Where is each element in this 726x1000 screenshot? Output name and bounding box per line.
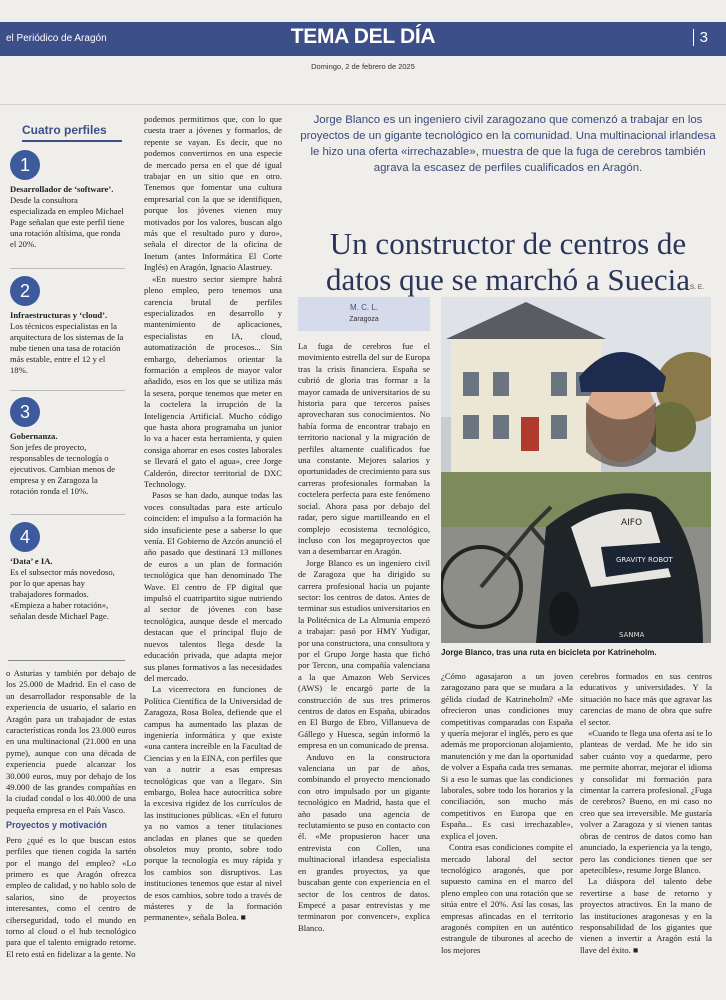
paragraph: Jorge Blanco es un ingeniero civil de Zaragoza que ha dirigido su carrera profesional hacia un pujante sector: los centros de datos. Antes de terminar sus estudios universitarios en la Politécnica de La Almunia empezó a trabajar: pasó por HMY Yudigar, por una constructora, una consultora y por el Grupo Jorge hasta que fichó por Tercon, una compañía valenciana a la que Amazon Web Services (AWS) le encargó parte de la construcción de sus tres primeros centros de datos en España, ubicados en El Burgo de Ebro, Villanueva de Gállego y Huesca, según informó la empresa en un comunicado de prensa. — [298, 557, 430, 751]
sidebar-title: Cuatro perfiles — [22, 123, 107, 137]
cyclist-photo-illustration — [441, 297, 711, 643]
author-initials: S. E. — [689, 284, 704, 291]
headline: Un constructor de centros de datos que se marchó a Suecia — [325, 226, 691, 297]
number-badge: 1 — [10, 150, 40, 180]
jersey-text: SANMA — [619, 631, 645, 639]
article-photo — [441, 297, 711, 643]
column-2 — [144, 114, 282, 924]
paragraph: «En nuestro sector siempre habrá pleno empleo, pero tenemos una carencia brutal de perfiles especializados en desarrollo y mantenimiento de aplicaciones, especialistas en IA, cloud, automatización de procesos... Sin embargo, deberíamos orientar la formación a empleos de mayor valor añadido, esos en los que se utiliza más la sesera, porque tenemos que meter en la coctelera la irrupción de la Inteligencia Artificial. Mucho código que hasta ahora programaba un junior lo va a hacer esta herramienta, y quien consiga ahorrar en esos costes laborales se llevará el gato el agua», cree Jorge Calderón, director territorial de DXC Technology. — [144, 273, 282, 489]
photo-caption: Jorge Blanco, tras una ruta en bicicleta por Katrineholm. — [441, 648, 657, 657]
profile-item — [10, 397, 125, 497]
profile-heading: ‘Data’ e IA. — [10, 556, 53, 566]
paragraph: ¿Cómo agasajaron a un joven zaragozano para que se mudara a la gélida ciudad de Katrineholm? «Me ofrecieron unas condiciones muy competitivas comparadas con España y quería mejorar el inglés, pero es que además me proporcionan alojamiento, manutención y me dan la oportunidad de volver a España cada tres semanas. Si a eso le sumas que las condiciones laborales, sobre todo los horarios y la conciliación, son mucho más competitivos en Europa que en España... Es casi irrechazable», explica el joven. — [441, 671, 573, 841]
sidebar-divider — [10, 390, 125, 391]
byline-name: M. C. L. — [349, 303, 378, 312]
sidebar-underline — [22, 140, 122, 142]
number-badge: 2 — [10, 276, 40, 306]
paragraph: o Asturias y también por debajo de los 25.000 de Madrid. En el caso de un desarrollador responsable de la experiencia de usuario, el salario en Aragón para un trabajador de estas características ronda los 23.000 euros en una multinacional (21.000 en una pyme), aunque con una década de experiencia puede alcanzar los 30.000 euros, muy por debajo de los 49.000 de las grandes compañías en la ciudad condal o los 40.000 de una pequeña empresa en el País Vasco. — [6, 668, 136, 815]
profile-text: Desde la consultora especializada en empleo Michael Page señalan que este perfil tiene una rotación altísima, que ronda el 20%. — [10, 195, 125, 249]
profile-heading: Desarrollador de ‘software’. — [10, 184, 114, 194]
jersey-text: GRAVITY ROBOT — [616, 556, 673, 564]
profile-text: Son jefes de proyecto, responsables de tecnología o ejecutivos. Cambian menos de empresa y en Zaragoza la rotación ronda el 10%. — [10, 442, 116, 496]
paragraph: Contra esas condiciones compite el mercado laboral del sector tecnológico aragonés, que por supuesto camina en el marco del pleno empleo con una rotación que se sitúa entre el 20%. Así las cosas, las empresas afincadas en el territorio aragonés compiten en un auténtico estrangule de tiburones al acecho de los mejores — [441, 842, 573, 955]
page-number: 3 — [693, 29, 708, 46]
paragraph: «Cuando te llega una oferta así te lo planteas de verdad. Me he ido sin saber cuánto voy a quedarme, pero me permite ahorrar, mejorar el idioma y consolidar mi formación para cimentar la carrera profesional. ¿Fuga de cerebros? Bueno, en mi caso no creo que sea irreversible. Me gustaría volver a Zaragoza y si vienen tantas obras de centros de datos como han anunciado, la experiencia ya la tengo, pero las condiciones tienen que ser apetecibles», resume Jorge Blanco. — [580, 728, 712, 875]
profile-heading: Infraestructuras y ‘cloud’. — [10, 310, 108, 320]
profile-item — [10, 522, 125, 622]
paragraph: La diáspora del talento debe revertirse a base de retorno y proyectos atractivos. En la mano de las instituciones aragonesas y en la responsabilidad de los gigantes que vienen a invertir a Aragón está la llave del éxito. ■ — [580, 876, 712, 955]
number-badge: 3 — [10, 397, 40, 427]
sidebar-bottom-rule — [8, 660, 125, 661]
sidebar-divider — [10, 514, 125, 515]
column-3 — [298, 341, 430, 934]
sidebar-divider — [10, 268, 125, 269]
section-title: TEMA DEL DÍA — [290, 25, 436, 48]
top-rule — [0, 104, 726, 105]
column-5 — [580, 671, 712, 956]
column-1 — [6, 668, 136, 960]
article-lead: Jorge Blanco es un ingeniero civil zaragozano que comenzó a trabajar en los proyectos de un gigante tecnológico en la comunidad. Una multinacional irlandesa le hizo una oferta «irrechazable», muestra de que la fuga de cerebros también agrava la escasez de perfiles cualificados en Aragón. — [300, 114, 716, 174]
profile-item — [10, 276, 125, 376]
paragraph: cerebros formados en sus centros educativos y universidades. Y la situación no hace más que agravar las carencias de mano de obra que sufre el sector. — [580, 671, 712, 727]
profile-item — [10, 150, 125, 250]
profile-heading: Gobernanza. — [10, 431, 58, 441]
paper-name: el Periódico de Aragón — [6, 33, 107, 44]
number-badge: 4 — [10, 522, 40, 552]
subheading: Proyectos y motivación — [6, 820, 108, 831]
byline-place: Zaragoza — [349, 316, 379, 323]
header-band — [0, 22, 726, 56]
paragraph: Pasos se han dado, aunque todas las voces consultadas para este artículo coinciden: el impulso a la formación ha sido insuficiente pese a saberse lo que venía. El Gobierno de Azcón anunció el año pasado que destinará 13 millones de euros a un plan de formación tecnológica que han denominado The Wave. El centro de FP digital que impulsó el cuatripartito sigue nutriendo al sector de jóvenes con base tecnológica, aunque desde el mercado destacan que el principal flujo de nuevos talentos llega desde la educación privada, que adapta mejor sus planes formativos a las necesidades del mercado. — [144, 490, 282, 683]
paragraph: Anduvo en la constructora valenciana un par de años, combinando el proyecto mencionado con otro impulsado por un gigante tecnológico en Madrid, hasta que el año pasado una agencia de reclutamiento se puso en contacto con él. «Me propusieron hacer una entrevista con Collen, una multinacional irlandesa especialista en grandes proyectos, ya que buscaban gente con experiencia en el sector de los centros de datos. Empecé a pasar entrevistas y me terminaron por convencer», explica Blanco. — [298, 751, 430, 933]
byline-box — [298, 297, 430, 331]
paragraph: Pero ¿qué es lo que buscan estos perfiles que tienen cogida la sartén por el mango del empleo? «Lo primero es que Aragón ofrezca empleo de calidad, y no hablo solo de salarios, sino de proyectos interesantes, como el centro de ciberseguridad, todo el mundo en torno al cloud o el hub tecnológico para que el talento emigrado retorne. El reto está en fidelizar a la gente. No — [6, 834, 136, 959]
profile-text: Los técnicos especialistas en la arquitectura de los sistemas de la nube tienen una tasa de rotación más estable, entre el 12 y el 18%. — [10, 321, 124, 375]
paragraph: La vicerrectora en funciones de Política Científica de la Universidad de Zaragoza, Rosa Bolea, defiende que el campus ha aumentado las plazas de ingeniería informática y que existe «una cantera increíble en la Facultad de Ciencias y en la EINA, con perfiles que van a nutrir a esas empresas tecnológicas que van a llegar». Sin embargo, Bolea hace autocrítica sobre la excesiva rigidez de los currículos de las instituciones públicas. «En el futuro ya no vamos a tener titulaciones ancladas en planes que se queden obsoletos muy pronto, sobre todo porque la tecnología es muy rápida y los cambios son disruptivos. Las instituciones tenemos que estar al nivel de esos cambios, sobre todo a través de másteres y de la formación permanente», señala Bolea. ■ — [144, 684, 282, 923]
date-line: Domingo, 2 de febrero de 2025 — [311, 62, 415, 71]
profile-text: Es el subsector más novedoso, por lo que apenas hay trabajadores formados. «Empieza a haber rotación», señalan desde Michael Page. — [10, 567, 115, 621]
column-4 — [441, 671, 573, 956]
paragraph: podemos permitirnos que, con lo que cuesta traer a jóvenes y formarlos, de repente se vayan. Es decir, que no podemos convertirnos en una especie de mercado persa en el que dé igual trabajar en un sitio que en otro. Tenemos que fomentar una cultura empresarial con la que se identifiquen, porque los jóvenes vienen muy motivados por los valores, buscan algo más que el resultado puro y duro», señala el director de la oficina de Inetum (antes Informática El Corte Inglés) en Aragón, Ignacio Alastruey. — [144, 114, 282, 273]
paragraph: La fuga de cerebros fue el movimiento estrella del sur de Europa tras la crisis financiera. España se cubrió de gloria tras formar a la mayor camada de universitarios de su historia para que terceros países aprovecharan sus conocimientos. No había forma de encontrar trabajo en territorio nacional y la migración de perfiles altamente cualificados fue una constante. Mejores salarios y oportunidades de crecimiento para sus carreras profesionales formaban la coctelera perfecta para este fenómeno social. Ahora pasa por debajo del radar, pero sigue martilleando en el complejo ecosistema tecnológico, incluso con los megaproyectos que van a desembarcar en Aragón. — [298, 341, 430, 557]
jersey-text: AIFO — [621, 518, 643, 528]
